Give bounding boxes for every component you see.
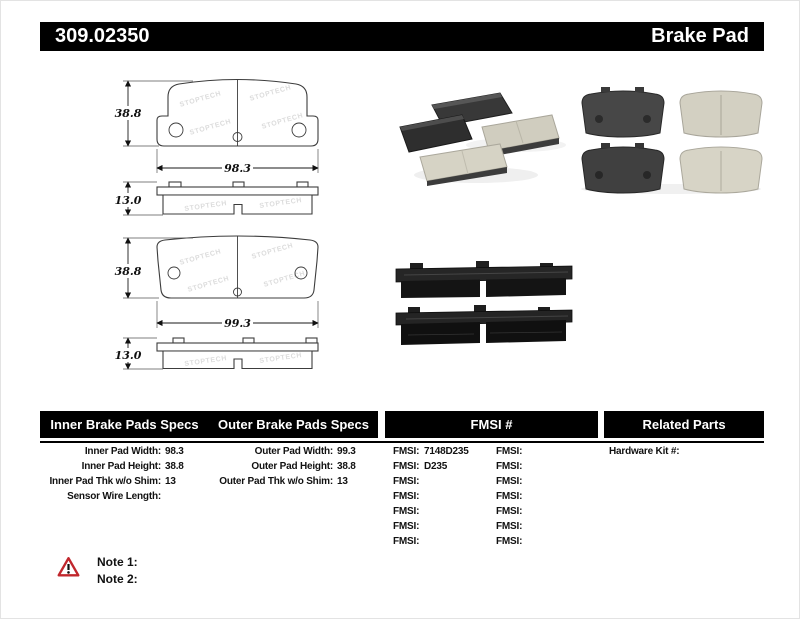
inner-spec-row (19, 459, 184, 474)
fmsi-row (393, 519, 527, 534)
dimension-label-height: 38.8 (114, 265, 142, 278)
outer-spec-row (191, 444, 356, 459)
inner-pad-drawing (101, 71, 351, 223)
outer-specs-header: Outer Brake Pads Specs (217, 417, 370, 432)
spec-value: 38.8 (337, 461, 356, 472)
watermark-text: STOPTECH (261, 112, 305, 131)
fmsi-row (393, 444, 527, 459)
watermark-text: STOPTECH (179, 248, 223, 267)
spec-label: Inner Pad Thk w/o Shim: (49, 476, 161, 487)
watermark-text: STOPTECH (179, 90, 223, 109)
note-1-label: Note 1: (97, 555, 138, 569)
fmsi-label: FMSI: (393, 461, 420, 472)
pads-angled-photo (396, 83, 571, 188)
inner-spec-row (19, 489, 165, 504)
fmsi-row (393, 504, 527, 519)
spec-value: 98.3 (165, 446, 184, 457)
fmsi-row (393, 489, 527, 504)
inner-specs-header: Inner Brake Pads Specs (50, 417, 199, 432)
table-divider-line (40, 441, 764, 443)
spec-label: Outer Pad Height: (251, 461, 333, 472)
related-parts-row (609, 444, 679, 459)
inner-spec-row (19, 474, 176, 489)
pad-side-plate (157, 343, 318, 351)
fmsi-label: FMSI: (496, 476, 523, 487)
dimension-label-width: 98.3 (224, 162, 251, 175)
watermark-text: STOPTECH (251, 242, 295, 261)
fmsi-label: FMSI: (393, 446, 420, 457)
table-header-related-parts (604, 411, 764, 438)
dimension-label-width: 99.3 (224, 317, 251, 330)
spec-value: 38.8 (165, 461, 184, 472)
spec-value: 13 (337, 476, 348, 487)
dimension-label-height: 38.8 (114, 107, 142, 120)
spec-label: Outer Pad Width: (254, 446, 333, 457)
fmsi-label: FMSI: (496, 521, 523, 532)
watermark-text: STOPTECH (187, 275, 231, 294)
fmsi-label: FMSI: (496, 506, 523, 517)
watermark-text: STOPTECH (249, 84, 293, 103)
watermark-text: STOPTECH (189, 118, 233, 137)
spec-label: Inner Pad Height: (81, 461, 161, 472)
fmsi-label: FMSI: (496, 461, 523, 472)
fmsi-value: D235 (424, 461, 448, 472)
note-2-label: Note 2: (97, 572, 138, 586)
pads-grid-photo (577, 83, 765, 195)
fmsi-header-label: FMSI # (470, 417, 513, 432)
pad-side-plate (157, 187, 318, 195)
fmsi-label: FMSI: (393, 536, 420, 547)
outer-spec-row (191, 459, 356, 474)
outer-spec-row (191, 474, 348, 489)
watermark-text: STOPTECH (259, 352, 303, 365)
watermark-text: STOPTECH (263, 270, 307, 289)
fmsi-row (393, 459, 527, 474)
hardware-kit-label: Hardware Kit #: (609, 446, 680, 457)
dimension-label-thickness: 13.0 (114, 349, 142, 362)
outer-pad-drawing (101, 231, 351, 376)
fmsi-label: FMSI: (393, 491, 420, 502)
product-name: Brake Pad (651, 25, 749, 47)
title-bar (40, 22, 764, 51)
watermark-text: STOPTECH (184, 355, 228, 368)
warning-triangle-icon (57, 556, 80, 578)
spec-value: 99.3 (337, 446, 356, 457)
spec-label: Inner Pad Width: (84, 446, 161, 457)
related-parts-header-label: Related Parts (642, 417, 726, 432)
dimension-label-thickness: 13.0 (114, 194, 142, 207)
part-number: 309.02350 (55, 25, 150, 47)
spec-label: Sensor Wire Length: (67, 491, 161, 502)
fmsi-value: 7148D235 (424, 446, 469, 457)
fmsi-label: FMSI: (496, 491, 523, 502)
watermark-text: STOPTECH (259, 197, 303, 210)
note-1 (97, 555, 138, 570)
fmsi-row (393, 534, 527, 549)
fmsi-row (393, 474, 527, 489)
spec-label: Outer Pad Thk w/o Shim: (219, 476, 333, 487)
fmsi-label: FMSI: (393, 521, 420, 532)
spec-value: 13 (165, 476, 176, 487)
fmsi-label: FMSI: (496, 446, 523, 457)
table-header-pads-specs (40, 411, 378, 438)
fmsi-label: FMSI: (393, 476, 420, 487)
fmsi-label: FMSI: (393, 506, 420, 517)
note-2 (97, 572, 138, 587)
inner-spec-row (19, 444, 184, 459)
table-header-fmsi (385, 411, 598, 438)
watermark-text: STOPTECH (184, 200, 228, 213)
fmsi-label: FMSI: (496, 536, 523, 547)
pads-edge-photo (394, 257, 574, 349)
